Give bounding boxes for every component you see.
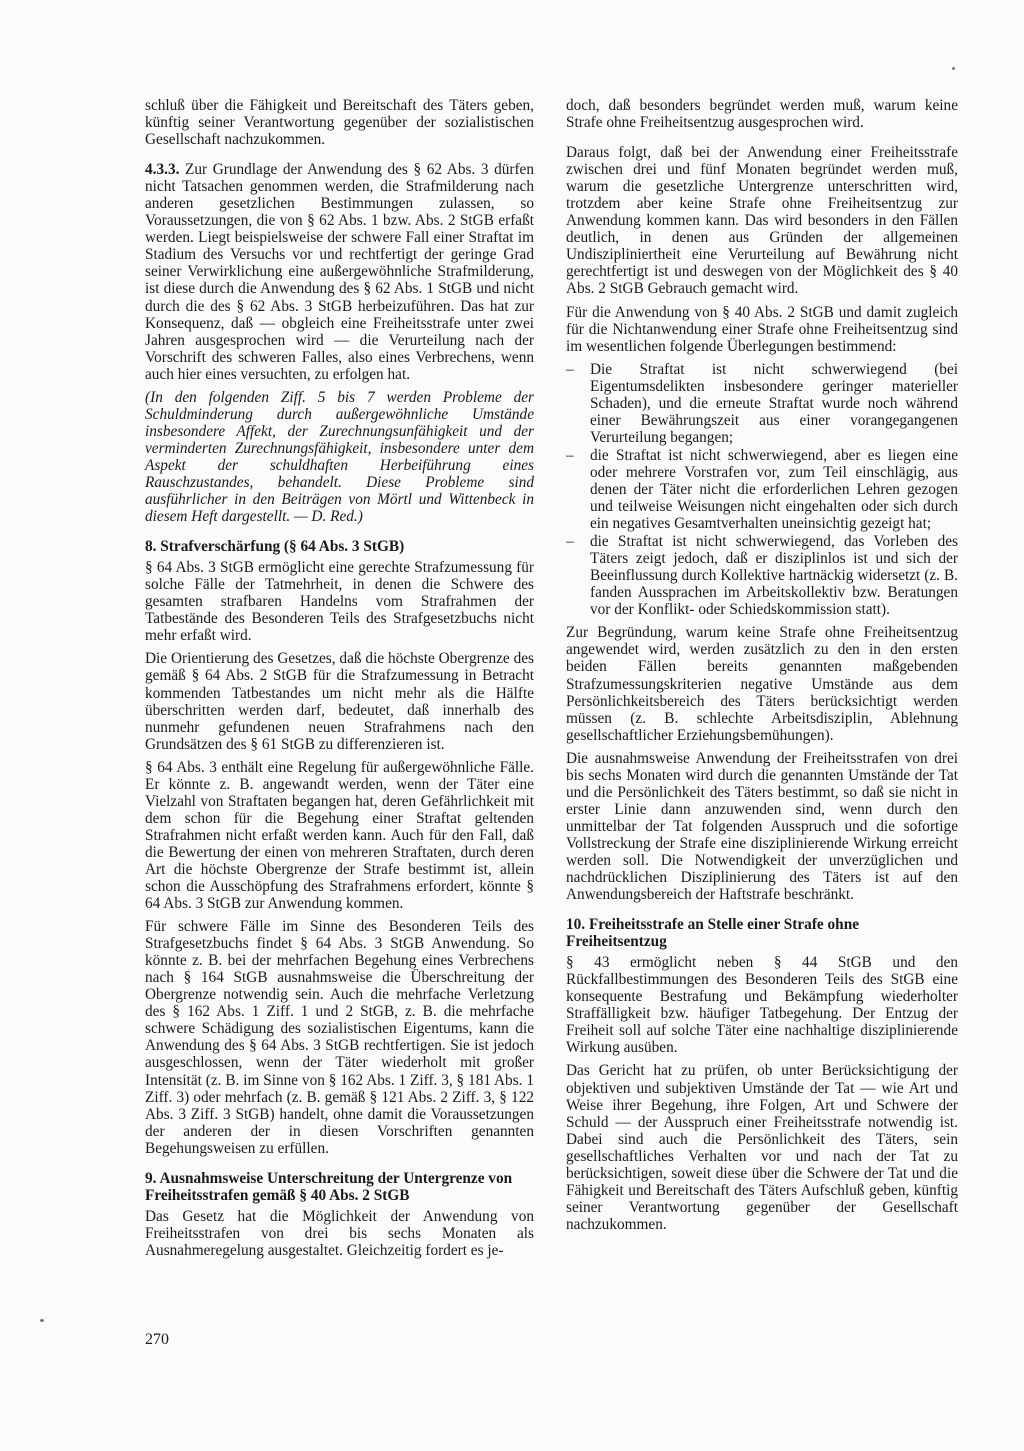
paragraph: § 64 Abs. 3 enthält eine Regelung für außergewöhnliche Fälle. Er könnte z. B. angewandt werden, wenn der Täter eine Vielzahl von Straftaten begangen hat, deren Gefährlichkeit mit dem schon für die Begehung einer Straftat geltenden Strafrahmen nicht erfaßt werden kann. Auch für den Fall, daß die Bewertung der einen von mehreren Straftaten, durch deren Art die höchste Obergrenze der Strafe bestimmt ist, allein schon die Ausschöpfung des Strafrahmens erfordert, könnte § 64 Abs. 3 StGB zur Anwendung kommen. <box>145 758 534 913</box>
considerations-list <box>566 361 958 619</box>
paragraph: Die ausnahmsweise Anwendung der Freiheitsstrafen von drei bis sechs Monaten wird durch die genannten Umstände der Tat und die Persönlichkeit des Täters bestimmt, so daß sie nicht in erster Linie dann anzuwenden sind, wenn durch den unmittelbar der Tat folgenden Ausspruch und die sofortige Vollstreckung der Strafe eine disziplinierende Wirkung erreicht werden soll. Die Notwendigkeit der unverzüglichen und nachdrücklichen Disziplinierung des Täters ist auf den Anwendungsbereich der Haftstrafe beschränkt. <box>566 749 958 904</box>
paragraph: Daraus folgt, daß bei der Anwendung einer Freiheitsstrafe zwischen drei und fünf Monaten begründet werden muß, warum die gesetzliche Untergrenze unterschritten wird, trotzdem aber keine Strafe ohne Freiheitsentzug zur Anwendung kommen kann. Das wird besonders in den Fällen deutlich, in denen aus Gründen der allgemeinen Undiszipliniertheit eine Verurteilung auf Bewährung nicht gerechtfertigt ist und deswegen von der Möglichkeit des § 40 Abs. 2 StGB Gebrauch gemacht wird. <box>566 144 958 298</box>
section-heading: 10. Freiheitsstrafe an Stelle einer Strafe ohne Freiheitsentzug <box>566 916 859 951</box>
paragraph: Für schwere Fälle im Sinne des Besonderen Teils des Strafgesetzbuchs findet § 64 Abs. 3 StGB Anwendung. So könnte z. B. bei der mehrfachen Begehung eines Verbrechens nach § 164 StGB ausnahmsweise die Überschreitung der Obergrenze notwendig sein. Auch die mehrfache Verletzung des § 162 Abs. 1 Ziff. 1 und 2 StGB, z. B. die mehrfache schwere Schädigung des sozialistischen Eigentums, kann die Anwendung des § 64 Abs. 3 StGB rechtfertigen. Sie ist jedoch ausgeschlossen, wenn der Täter wiederholt mit großer Intensität (z. B. im Sinne von § 162 Abs. 1 Ziff. 3, § 181 Abs. 1 Ziff. 3) oder mehrfach (z. B. gemäß § 121 Abs. 2 Ziff. 3, § 122 Abs. 3 Ziff. 3 StGB) handelt, ohne damit die Voraussetzungen der anderen der in diesen Vorschriften genannten Begehungsweisen zu erfüllen. <box>145 918 534 1157</box>
editorial-note: (In den folgenden Ziff. 5 bis 7 werden Probleme der Schuldminderung durch außergewöhnliche Umstände insbesondere Affekt, der Zurechnungsunfähigkeit und der verminderten Zurechnungsfähigkeit, insbesondere unter dem Aspekt der schuldhaften Herbeiführung eines Rauschzustandes, behandelt. Diese Probleme sind ausführlicher in den Beiträgen von Mörtl und Wittenbeck in diesem Heft dargestellt. — D. Red.) <box>145 388 534 526</box>
paragraph: schluß über die Fähigkeit und Bereitschaft des Täters geben, künftig seiner Verantwortung gegenüber der sozialistischen Gesellschaft nachzukommen. <box>145 97 534 149</box>
page-number: 270 <box>145 1331 169 1348</box>
paragraph: Für die Anwendung von § 40 Abs. 2 StGB und damit zugleich für die Nichtanwendung einer Strafe ohne Freiheitsentzug sind im wesentlichen folgende Überlegungen bestimmend: <box>566 303 958 355</box>
right-column <box>566 97 958 1239</box>
list-item: – die Straftat ist nicht schwerwiegend, das Vorleben des Täters zeigt jedoch, daß er disziplinlos ist und sich der Beeinflussung durch Kollektive hartnäckig widersetzt (z. B. fanden Aussprachen im Arbeitskollektiv bzw. Beratungen vor der Konflikt- oder Schiedskommission statt). <box>566 533 958 618</box>
list-item: – die Straftat ist nicht schwerwiegend, aber es liegen eine oder mehrere Vorstrafen vor, zum Teil einschlägig, aus denen der Täter nicht die erforderlichen Lehren gezogen und teilweise Weisungen nicht eingehalten oder sich durch ein negatives Gesamtverhalten uneinsichtig gezeigt hat; <box>566 447 958 532</box>
section-number: 4.3.3. <box>145 161 180 179</box>
paragraph: Die Orientierung des Gesetzes, daß die höchste Obergrenze des gemäß § 64 Abs. 2 StGB für die Strafzumessung in Betracht kommenden Tatbestandes um nicht mehr als die Hälfte überschritten werden darf, bedeutet, daß innerhalb des nunmehr gefundenen neuen Strafrahmens nach den Grundsätzen des § 61 StGB zu differenzieren ist. <box>145 650 534 753</box>
paragraph: Zur Begründung, warum keine Strafe ohne Freiheitsentzug angewendet wird, werden zusätzlich zu den in den ersten beiden Fällen bereits genannten maßgebenden Strafzumessungskriterien negative Umstände aus dem Persönlichkeitsbereich des Täters berücksichtigt werden müssen (z. B. schlechte Arbeitsdisziplin, Ablehnung gesellschaftlicher Erziehungsbemühungen). <box>566 624 958 744</box>
paragraph: Das Gericht hat zu prüfen, ob unter Berücksichtigung der objektiven und subjektiven Umstände der Tat — wie Art und Weise ihrer Begehung, ihre Folgen, Art und Schwere der Schuld — der Ausspruch einer Freiheitsstrafe notwendig ist. Dabei sind auch die Persönlichkeit des Täters, sein gesellschaftliches Verhalten vor und nach der Tat zu berücksichtigen, soweit diese über die Schwere der Tat und die Fähigkeit und Bereitschaft des Täters Aufschluß geben, künftig seiner Verantwortung gegenüber der Gesellschaft nachzukommen. <box>566 1062 958 1233</box>
paragraph-text: Zur Grundlage der Anwendung des § 62 Abs. 3 dürfen nicht Tatsachen genommen werden, die Strafmilderung nach anderen gesetzlichen Bestimmungen zulassen, so Voraussetzungen, die von § 62 Abs. 1 bzw. Abs. 2 StGB erfaßt werden. Liegt beispielsweise der schwere Fall einer Straftat im Stadium des Versuchs vor und rechtfertigt der geringe Grad seiner Verwirklichung eine außergewöhnliche Strafmilderung, ist diese durch die Anwendung des § 62 Abs. 1 StGB und nicht durch die des § 62 Abs. 3 StGB herbeizuführen. Das hat zur Konsequenz, daß — obgleich eine Freiheitsstrafe unter zwei Jahren ausgesprochen wird — die Verurteilung nach der Vorschrift des schweren Falles, also eines Verbrechens, wenn auch hier eines versuchten, zu erfolgen hat. <box>145 161 534 383</box>
paragraph: § 43 ermöglicht neben § 44 StGB und den Rückfallbestimmungen des Besonderen Teils des StGB eine konsequente Bestrafung und Bekämpfung wiederholter Straffälligkeit bzw. häufiger Tatbegehung. Der Entzug der Freiheit soll auf solche Täter eine nachhaltige disziplinierende Wirkung ausüben. <box>566 954 958 1057</box>
list-item: – Die Straftat ist nicht schwerwiegend (bei Eigentumsdelikten insbesondere geringer materieller Schaden), und die erneute Straftat wurde noch während einer Bewährungszeit aus einer vorangegangenen Verurteilung begangen; <box>566 361 958 446</box>
paragraph: doch, daß besonders begründet werden muß, warum keine Strafe ohne Freiheitsentzug ausgesprochen wird. <box>566 97 958 132</box>
left-column <box>145 97 534 1265</box>
paper-speck <box>952 67 955 70</box>
paragraph: Das Gesetz hat die Möglichkeit der Anwendung von Freiheitsstrafen von drei bis sechs Monaten als Ausnahmeregelung ausgestaltet. Gleichzeitig fordert es je- <box>145 1207 534 1259</box>
section-heading: 9. Ausnahmsweise Unterschreitung der Untergrenze von Freiheitsstrafen gemäß § 40 Abs. 2 StGB <box>145 1169 513 1204</box>
paragraph <box>145 161 534 383</box>
paragraph: § 64 Abs. 3 StGB ermöglicht eine gerechte Strafzumessung für solche Fälle der Tatmehrheit, in denen die Schwere des gesamten strafbaren Handelns vom Strafrahmen der Tatbestände des Besonderen Teils des Strafgesetzbuchs nicht mehr erfaßt wird. <box>145 559 534 645</box>
paper-speck <box>40 1319 44 1322</box>
section-heading: 8. Strafverschärfung (§ 64 Abs. 3 StGB) <box>145 538 405 556</box>
